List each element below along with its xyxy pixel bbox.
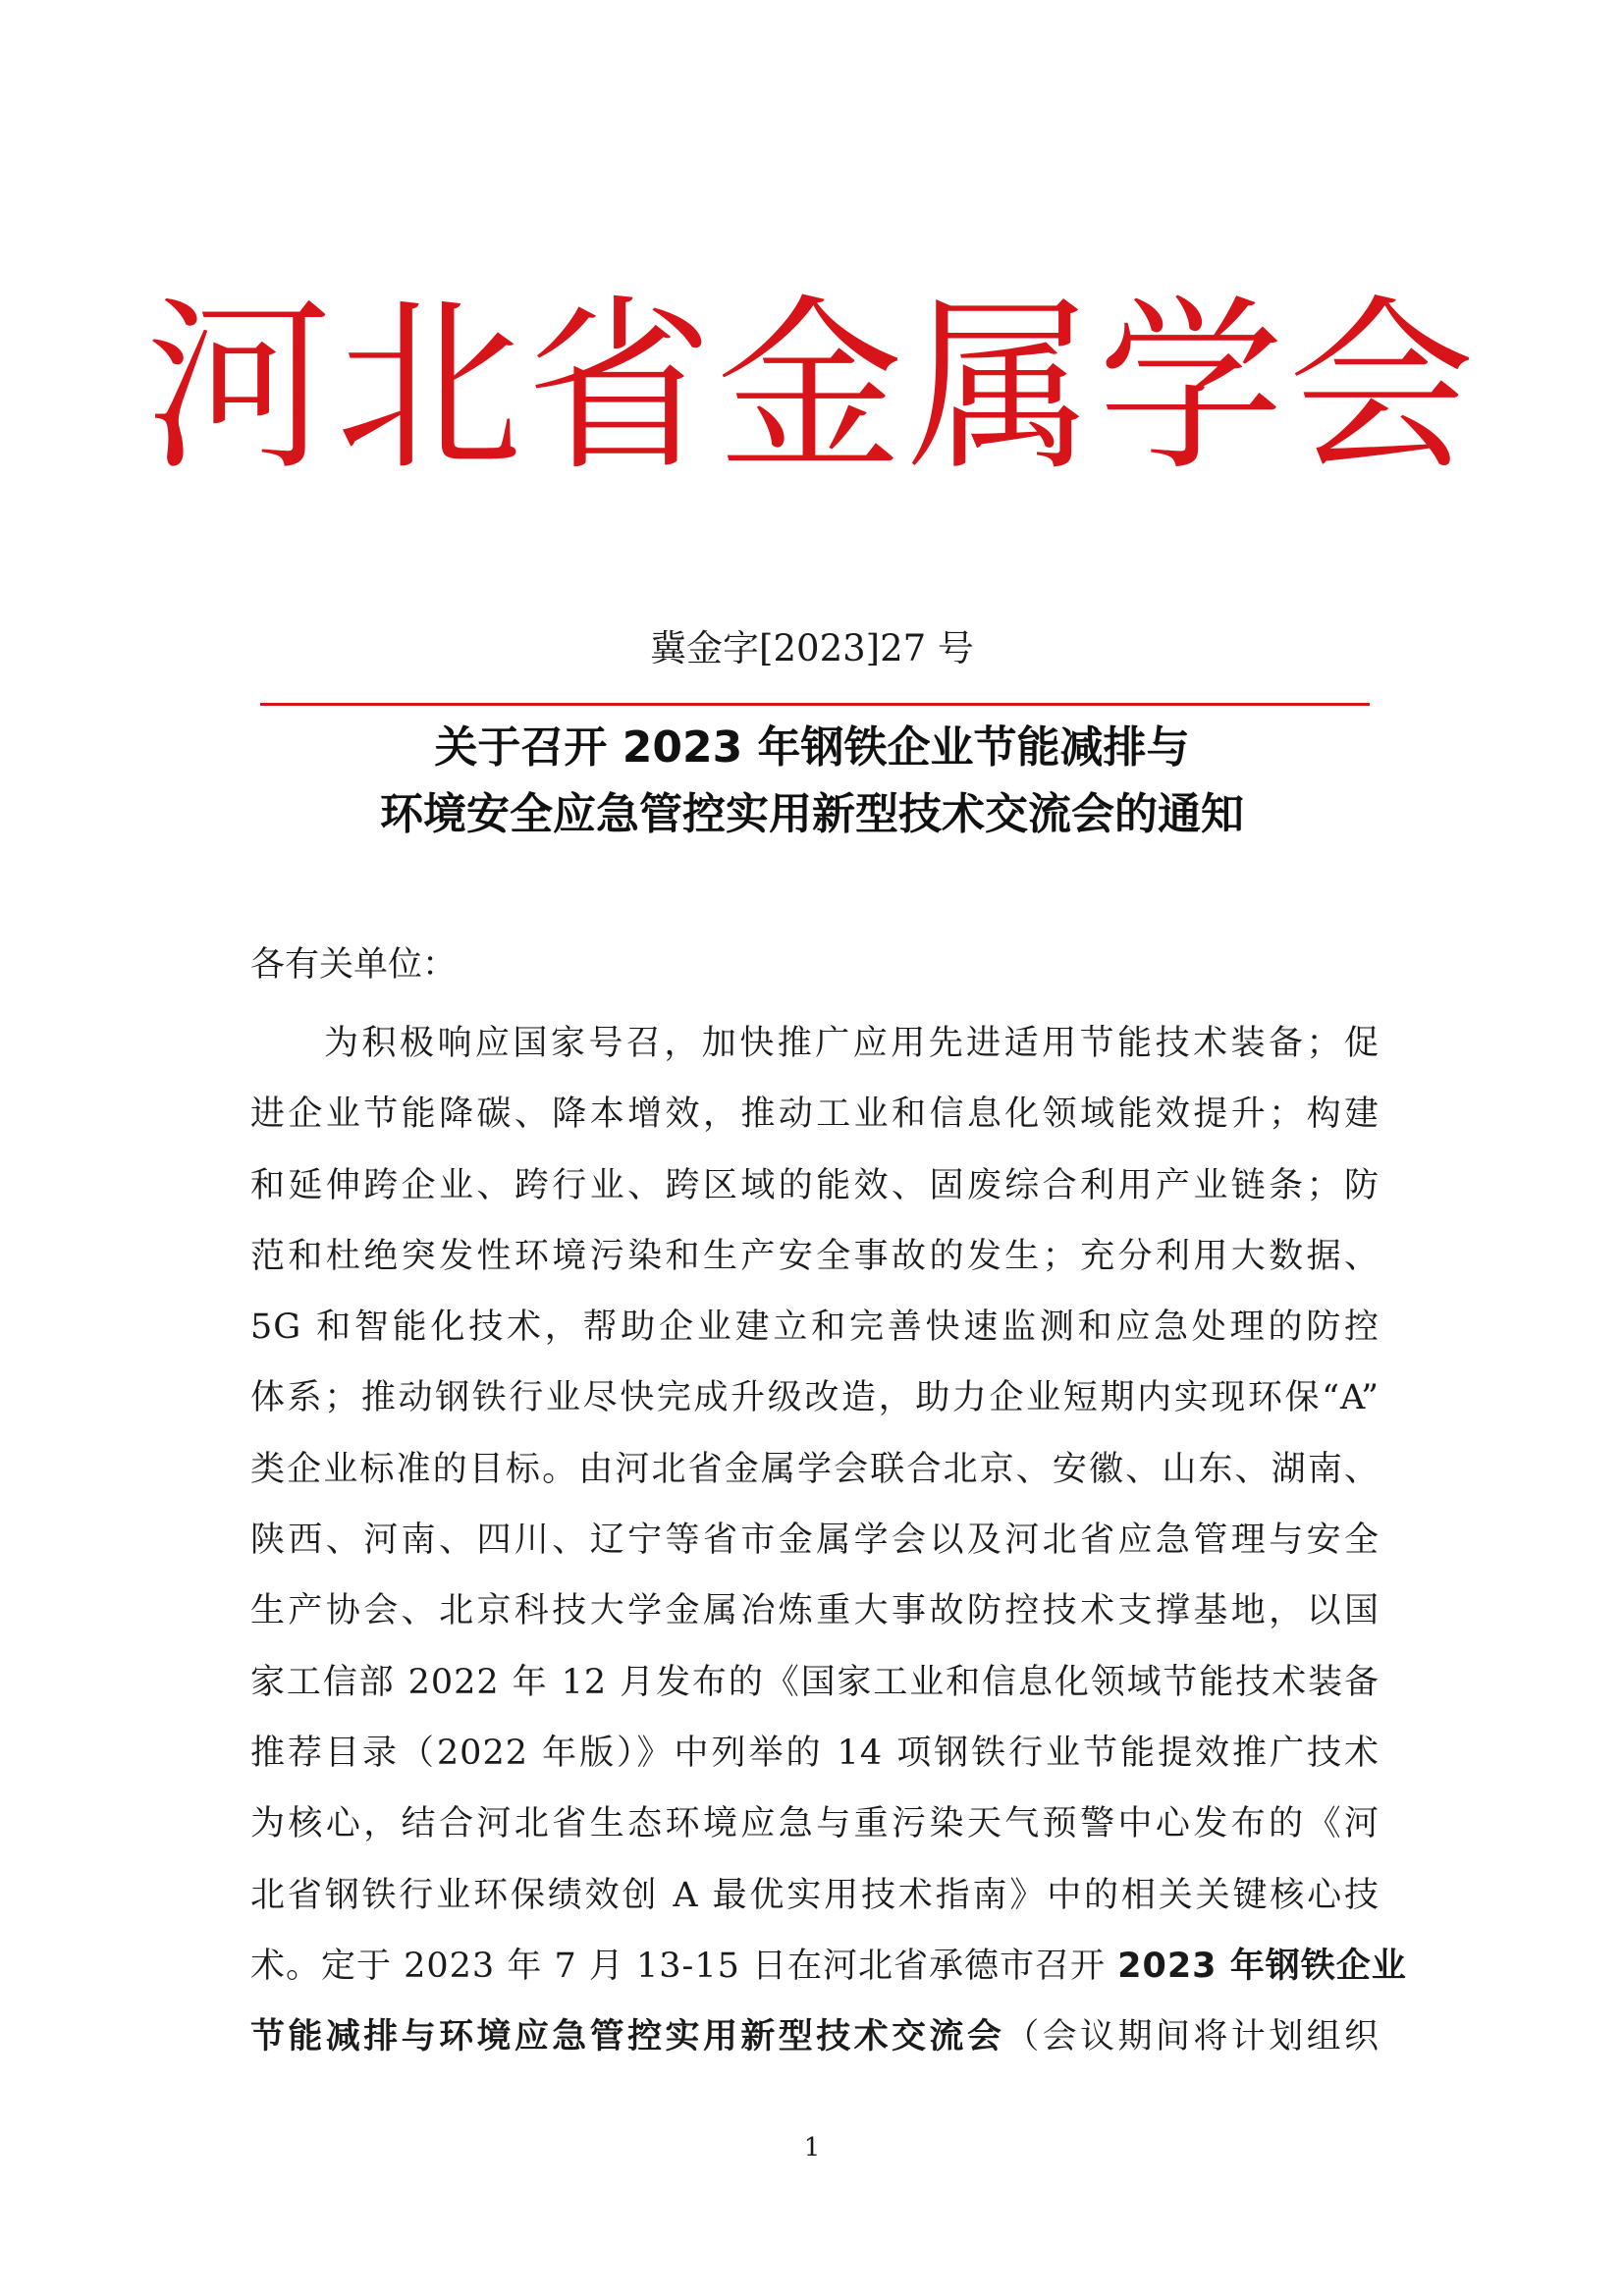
body-line: 5G 和智能化技术，帮助企业建立和完善快速监测和应急处理的防控 — [250, 1308, 1380, 1348]
title-line-1: 关于召开 2023 年钢铁企业节能减排与 — [434, 722, 1190, 773]
body-line — [250, 1931, 1407, 2002]
page-number: 1 — [803, 2133, 821, 2163]
body-line: 进企业节能降碳、降本增效，推动工业和信息化领域能效提升；构建 — [250, 1095, 1380, 1135]
body-line: 北省钢铁行业环保绩效创 A 最优实用技术指南》中的相关关键核心技 — [250, 1875, 1380, 1915]
body-line: 家工信部 2022 年 12 月发布的《国家工业和信息化领域节能技术装备 — [250, 1662, 1380, 1702]
body-line: 推荐目录（2022 年版）》中列举的 14 项钢铁行业节能提效推广技术 — [250, 1733, 1380, 1773]
red-divider-line — [260, 703, 1370, 706]
body-line-plain: 术。定于 2023 年 7 月 13-15 日在河北省承德市召开 — [250, 1946, 1118, 1986]
body-line — [250, 2002, 1380, 2072]
body-line: 体系；推动钢铁行业尽快完成升级改造，助力企业短期内实现环保“A” — [250, 1378, 1380, 1418]
body-line-plain: （会议期间将计划组织 — [1004, 2017, 1380, 2057]
body-line: 陕西、河南、四川、辽宁等省市金属学会以及河北省应急管理与安全 — [250, 1521, 1380, 1561]
body-line: 和延伸跨企业、跨行业、跨区域的能效、固废综合利用产业链条；防 — [250, 1165, 1380, 1205]
document-title — [0, 715, 1624, 848]
meeting-name-bold: 2023 年钢铁企业 — [1117, 1946, 1407, 1986]
organization-letterhead: 河北省金属学会 — [144, 279, 1479, 496]
body-line: 类企业标准的目标。由河北省金属学会联合北京、安徽、山东、湖南、 — [250, 1449, 1380, 1489]
body-paragraph — [250, 1008, 1407, 2072]
body-line: 范和杜绝突发性环境污染和生产安全事故的发生；充分利用大数据、 — [250, 1236, 1380, 1276]
salutation: 各有关单位： — [250, 945, 458, 985]
body-line: 为积极响应国家号召，加快推广应用先进适用节能技术装备；促 — [324, 1024, 1380, 1063]
body-line: 生产协会、北京科技大学金属冶炼重大事故防控技术支撑基地，以国 — [250, 1591, 1380, 1631]
body-line: 为核心，结合河北省生态环境应急与重污染天气预警中心发布的《河 — [250, 1804, 1380, 1844]
document-number: 冀金字[2023]27 号 — [650, 627, 974, 669]
meeting-name-bold: 节能减排与环境应急管控实用新型技术交流会 — [250, 2017, 1005, 2057]
title-line-2: 环境安全应急管控实用新型技术交流会的通知 — [380, 789, 1244, 839]
